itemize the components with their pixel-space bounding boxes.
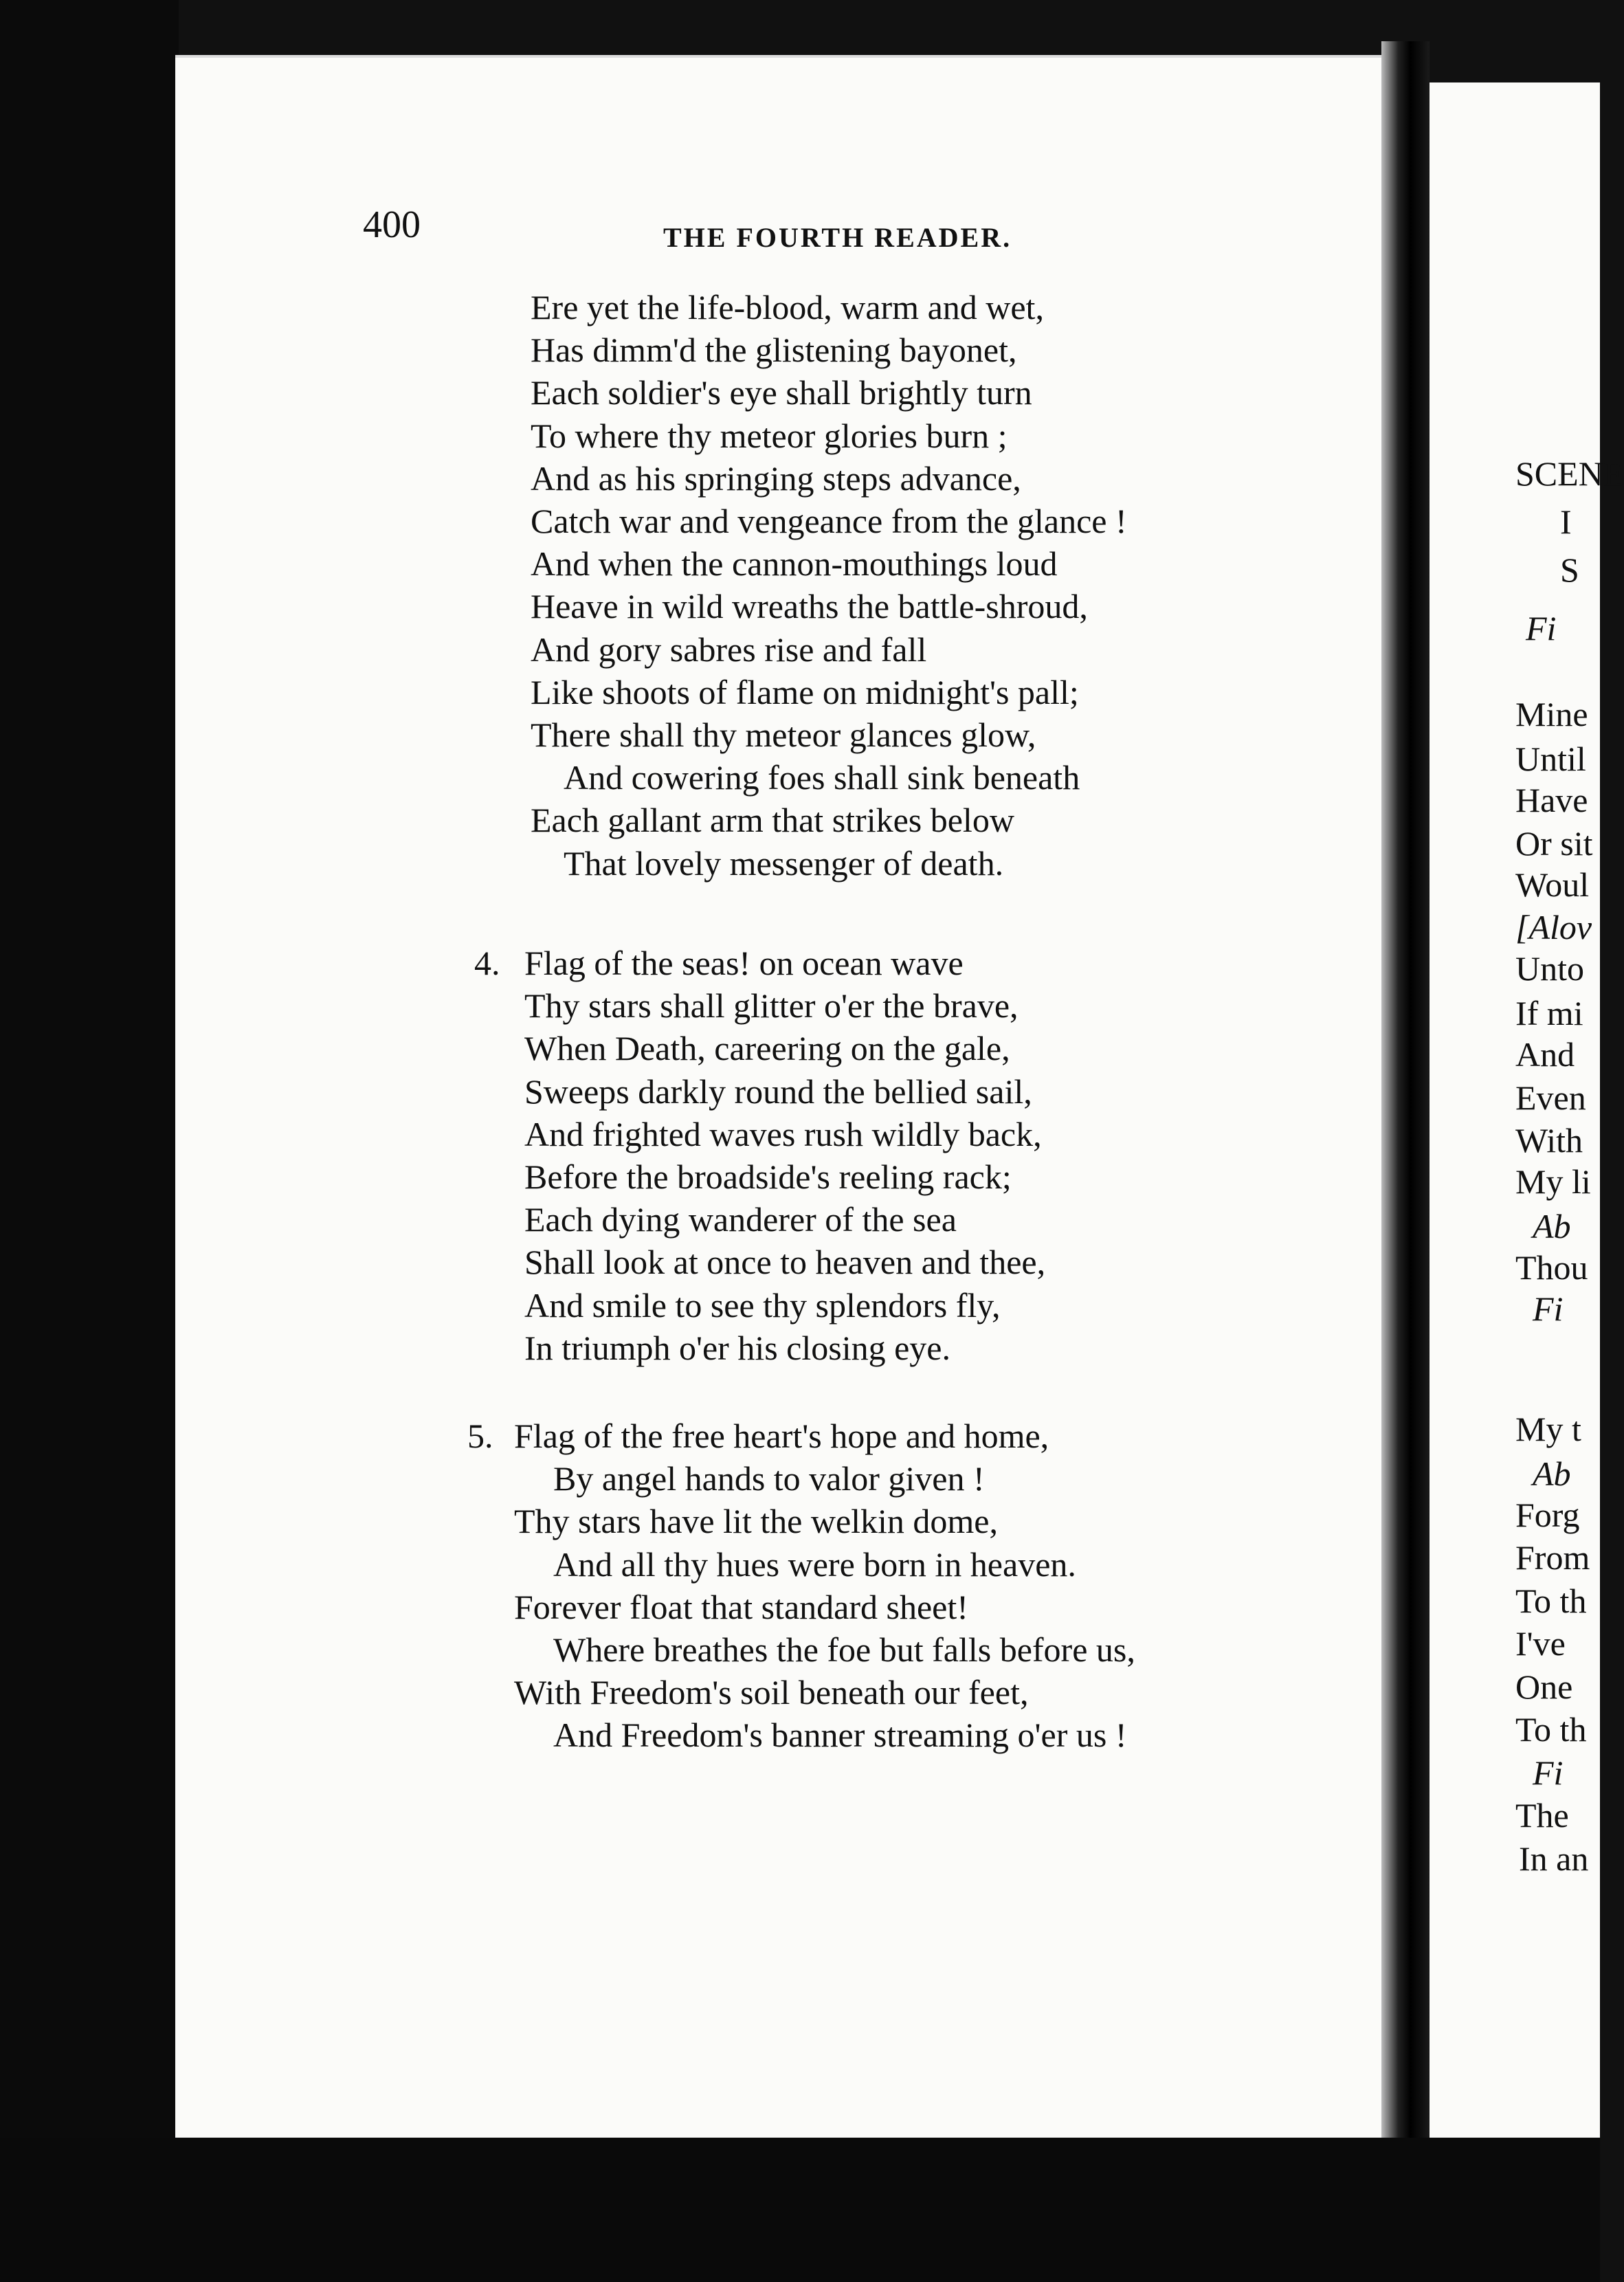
poem-line: Flag of the free heart's hope and home, — [514, 1417, 1049, 1455]
right-page-line: From — [1515, 1538, 1590, 1577]
right-page-line: Fi — [1533, 1289, 1564, 1328]
stanza-number: 4. — [474, 944, 500, 982]
right-page-line: S — [1560, 551, 1579, 589]
poem-line: Where breathes the foe but falls before us, — [553, 1630, 1135, 1669]
right-page-line: In an — [1519, 1839, 1589, 1878]
right-page-line: The — [1515, 1796, 1569, 1835]
poem-line: Like shoots of flame on midnight's pall; — [531, 672, 1079, 711]
poem-line: And all thy hues were born in heaven. — [553, 1544, 1076, 1584]
poem-line: Catch war and vengeance from the glance ! — [531, 502, 1127, 540]
poem-line: Before the broadside's reeling rack; — [524, 1157, 1012, 1196]
poem-line: And when the cannon-mouthings loud — [531, 544, 1058, 584]
scan-background-bottom — [0, 2138, 1600, 2282]
right-page-line: My li — [1515, 1162, 1591, 1201]
poem-line: Thy stars shall glitter o'er the brave, — [524, 986, 1019, 1026]
right-page-line: I — [1560, 502, 1572, 541]
poem-line: And gory sabres rise and fall — [531, 630, 927, 669]
right-page-line: Unto — [1515, 949, 1584, 988]
running-title: THE FOURTH READER. — [663, 222, 1012, 253]
poem-line: Sweeps darkly round the bellied sail, — [524, 1072, 1032, 1111]
poem-line: When Death, careering on the gale, — [524, 1029, 1010, 1068]
poem-line: Has dimm'd the glistening bayonet, — [531, 331, 1017, 370]
poem-line: And Freedom's banner streaming o'er us ! — [553, 1716, 1127, 1755]
right-page-line: Mine — [1515, 695, 1588, 733]
right-page-line: If mi — [1515, 994, 1583, 1032]
poem-line: To where thy meteor glories burn ; — [531, 416, 1008, 455]
right-page-line: One — [1515, 1668, 1573, 1706]
poem-line: That lovely messenger of death. — [564, 843, 1004, 883]
stanza-number: 5. — [467, 1417, 493, 1455]
right-page-line: I've — [1515, 1624, 1566, 1663]
poem-line: Flag of the seas! on ocean wave — [524, 944, 964, 982]
scan-background-left — [0, 0, 179, 2282]
right-page-line: Fi — [1533, 1753, 1564, 1792]
page-number: 400 — [363, 203, 421, 246]
poem-line: There shall thy meteor glances glow, — [531, 716, 1036, 754]
right-page-line: Ab — [1533, 1454, 1571, 1493]
right-page — [1430, 82, 1624, 2138]
poem-line: In triumph o'er his closing eye. — [524, 1328, 950, 1367]
poem-line: Each dying wanderer of the sea — [524, 1200, 957, 1239]
poem-line: By angel hands to valor given ! — [553, 1459, 985, 1498]
right-page-line: Forg — [1515, 1496, 1580, 1534]
book-gutter — [1381, 41, 1430, 2158]
right-page-line: Have — [1515, 781, 1588, 819]
poem-line: And smile to see thy splendors fly, — [524, 1285, 1001, 1325]
poem-line: Each gallant arm that strikes below — [531, 801, 1014, 840]
poem-line: And as his springing steps advance, — [531, 458, 1021, 498]
right-page-line: And — [1515, 1035, 1575, 1074]
right-page-line: Until — [1515, 740, 1586, 778]
right-page-line: SCENE — [1515, 454, 1624, 493]
poem-line: And cowering foes shall sink beneath — [564, 758, 1080, 797]
right-page-line: Woul — [1515, 865, 1590, 904]
poem-line: Forever float that standard sheet! — [514, 1587, 968, 1626]
right-page-line: To th — [1515, 1582, 1587, 1620]
right-page-line: To th — [1515, 1710, 1587, 1749]
right-page-line: Ab — [1533, 1207, 1571, 1245]
poem-line: Ere yet the life-blood, warm and wet, — [531, 288, 1044, 326]
poem-line: Each soldier's eye shall brightly turn — [531, 373, 1032, 412]
right-page-line: With — [1515, 1121, 1583, 1160]
right-page-line: Even — [1515, 1078, 1586, 1117]
poem-line: Shall look at once to heaven and thee, — [524, 1243, 1046, 1282]
right-page-line: Or sit — [1515, 824, 1593, 863]
poem-line: And frighted waves rush wildly back, — [524, 1114, 1042, 1153]
right-page-line: [Alov — [1515, 908, 1592, 946]
right-page-line: Thou — [1515, 1248, 1588, 1287]
poem-line: Thy stars have lit the welkin dome, — [514, 1502, 999, 1541]
poem-line: Heave in wild wreaths the battle-shroud, — [531, 587, 1088, 626]
poem-line: With Freedom's soil beneath our feet, — [514, 1673, 1029, 1712]
right-page-line: Fi — [1526, 609, 1557, 647]
right-page-line: My t — [1515, 1410, 1581, 1448]
